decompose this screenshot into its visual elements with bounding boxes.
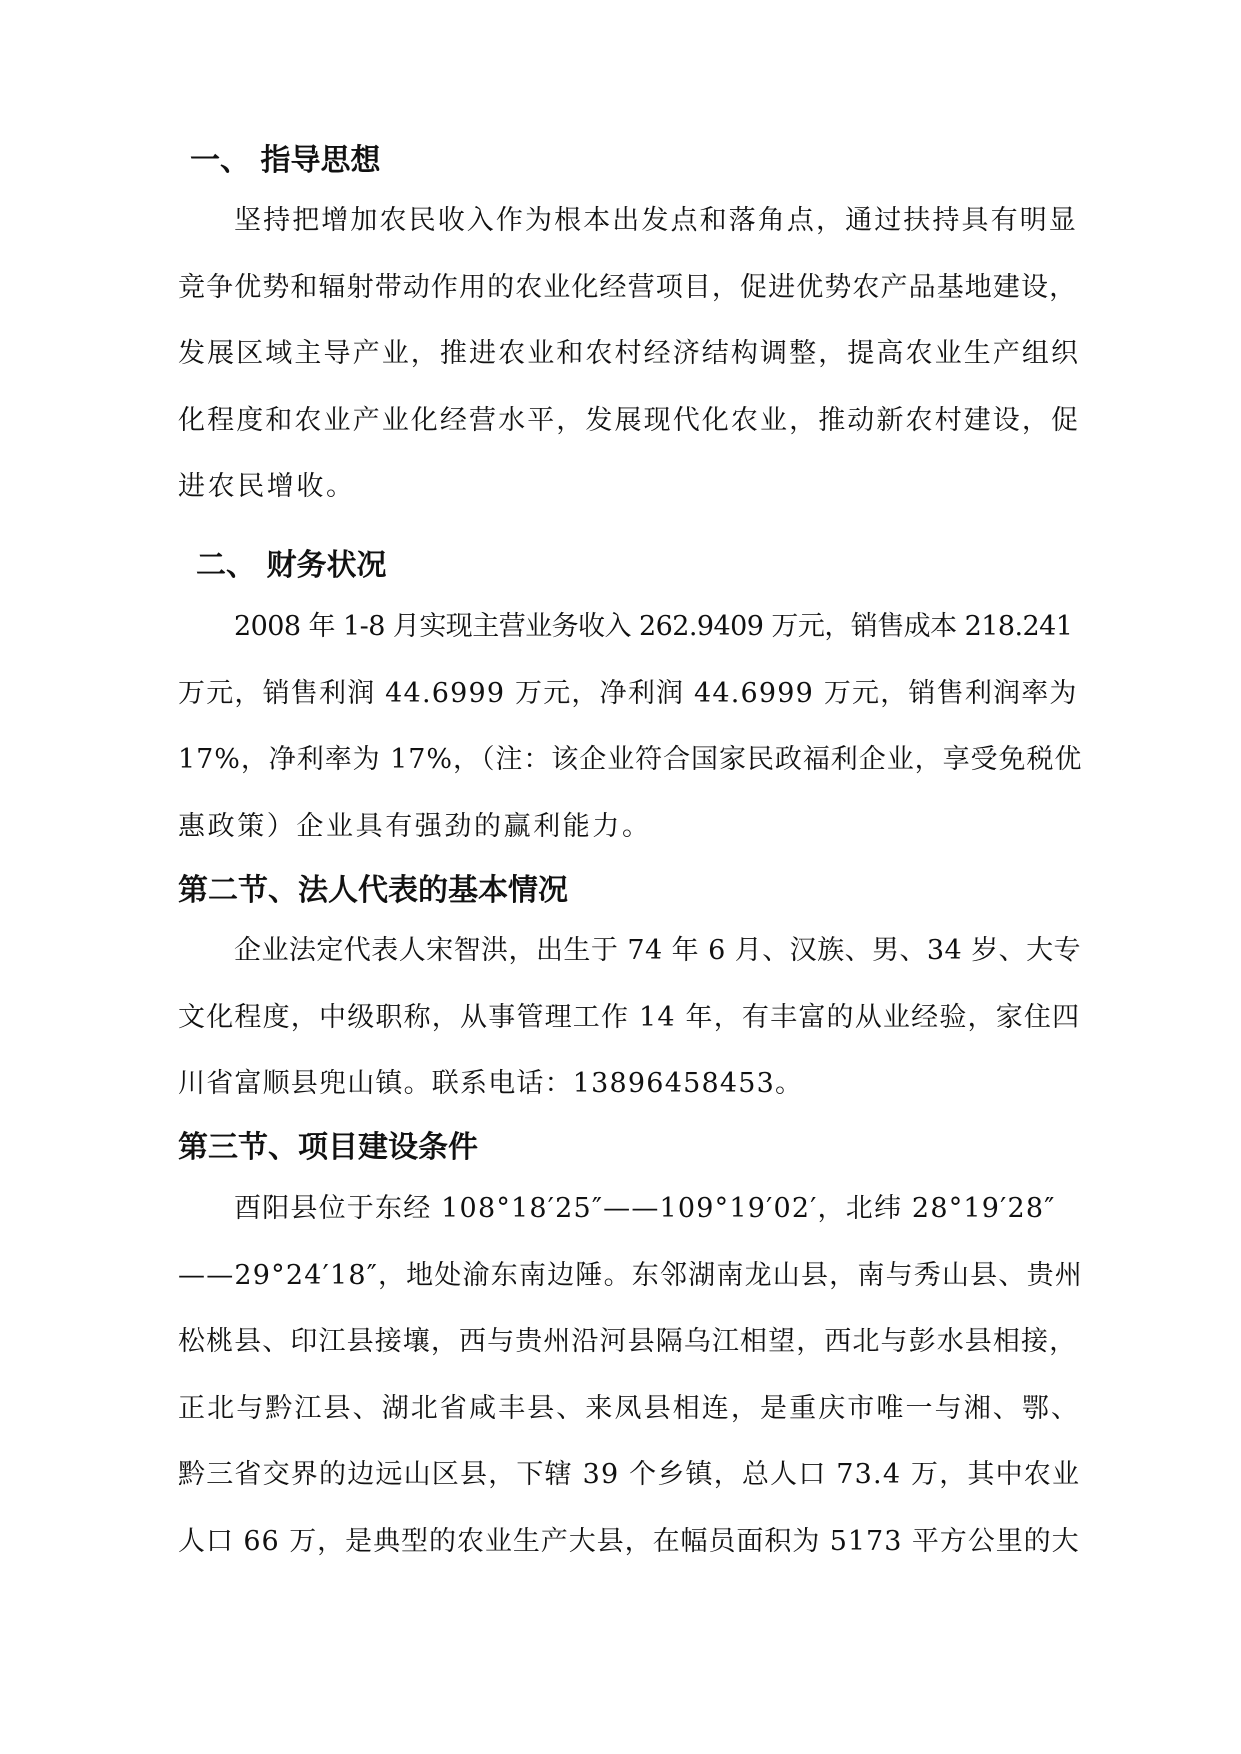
text-line: 惠政策）企业具有强劲的赢利能力。 xyxy=(178,810,652,842)
text-line: 化程度和农业产业化经营水平，发展现代化农业，推动新农村建设，促 xyxy=(178,404,1081,436)
heading-construction-conditions: 第三节、项目建设条件 xyxy=(178,1130,478,1165)
text-line: 2008 年 1-8 月实现主营业务收入 262.9409 万元，销售成本 218.241 xyxy=(234,611,1073,642)
text-line: 文化程度，中级职称，从事管理工作 14 年，有丰富的从业经验，家住四 xyxy=(178,1001,1081,1033)
text-line: 川省富顺县兜山镇。联系电话：13896458453。 xyxy=(178,1068,804,1099)
text-line: 企业法定代表人宋智洪，出生于 74 年 6 月、汉族、男、34 岁、大专 xyxy=(234,935,1082,966)
heading-financial-status: 二、 财务状况 xyxy=(196,548,387,583)
text-line: 酉阳县位于东经 108°18′25″——109°19′02′，北纬 28°19′28″ xyxy=(234,1193,1056,1224)
paragraph-guiding-ideology xyxy=(178,188,1083,521)
text-line: 黔三省交界的边远山区县，下辖 39 个乡镇，总人口 73.4 万，其中农业 xyxy=(178,1459,1081,1490)
text-line: 坚持把增加农民收入作为根本出发点和落角点，通过扶持具有明显 xyxy=(234,205,1078,236)
paragraph-construction-conditions xyxy=(178,1176,1083,1575)
paragraph-legal-representative xyxy=(178,918,1083,1118)
heading-guiding-ideology: 一、 指导思想 xyxy=(190,143,381,178)
text-line: 松桃县、印江县接壤，西与贵州沿河县隔乌江相望，西北与彭水县相接， xyxy=(178,1326,1078,1357)
text-line: ——29°24′18″，地处渝东南边陲。东邻湖南龙山县，南与秀山县、贵州 xyxy=(178,1259,1083,1291)
text-line: 17%，净利率为 17%，（注：该企业符合国家民政福利企业，享受免税优 xyxy=(178,744,1083,775)
text-line: 发展区域主导产业，推进农业和农村经济结构调整，提高农业生产组织 xyxy=(178,338,1081,369)
heading-legal-representative: 第二节、法人代表的基本情况 xyxy=(178,873,568,908)
text-line: 进农民增收。 xyxy=(178,471,356,502)
text-line: 正北与黔江县、湖北省咸丰县、来凤县相连，是重庆市唯一与湘、鄂、 xyxy=(178,1392,1081,1424)
text-line: 人口 66 万，是典型的农业生产大县，在幅员面积为 5173 平方公里的大 xyxy=(178,1525,1080,1557)
text-line: 竞争优势和辐射带动作用的农业化经营项目，促进优势农产品基地建设， xyxy=(178,271,1078,303)
text-line: 万元，销售利润 44.6999 万元，净利润 44.6999 万元，销售利润率为 xyxy=(178,677,1078,709)
paragraph-financial-status xyxy=(178,594,1083,860)
